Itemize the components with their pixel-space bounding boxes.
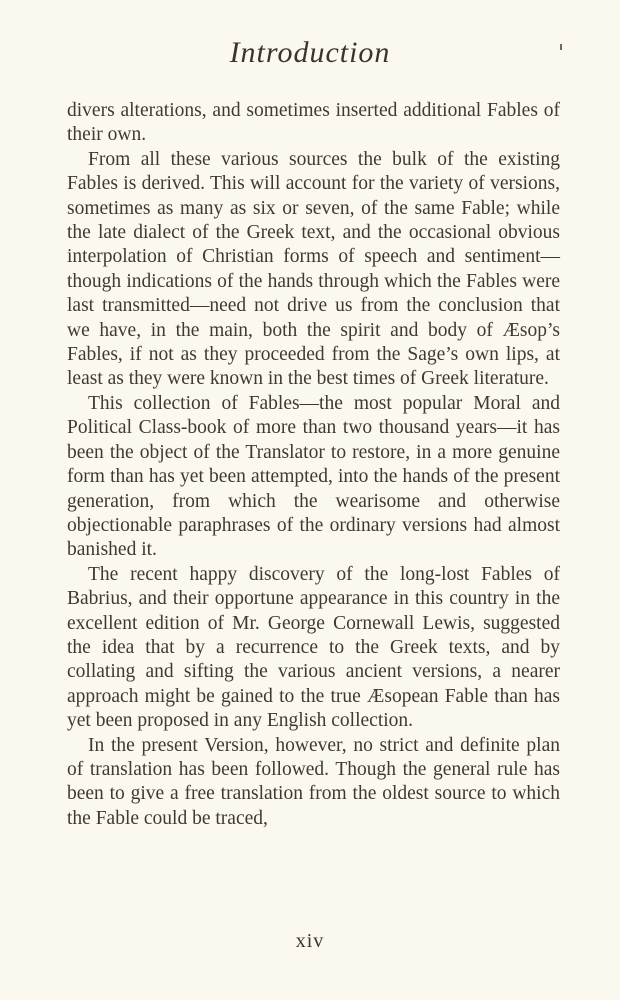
paragraph-continuation: divers alterations, and sometimes inserted additional Fables of their own. [67, 100, 560, 146]
page-speck-mark [560, 44, 562, 50]
body-text [67, 99, 560, 831]
page-number: xiv [295, 930, 325, 952]
paragraph-babrius: The recent happy discovery of the long-lost Fables of Babrius, and their opportune appearance in this country in the excellent edition of Mr. George Cornewall Lewis, suggested the idea that by a recurrence to the Greek texts, and by collating and sifting the various ancient versions, a nearer approach might be gained to the true Æsopean Fable than has yet been proposed in any English collection. [67, 563, 560, 732]
paragraph-collection: This collection of Fables—the most popular Moral and Political Class-book of more than two thousand years—it has been the object of the Translator to restore, in a more genuine form than has yet been attempted, into the hands of the present generation, from which the wearisome and otherwise objectionable paraphrases of the ordinary versions had almost banished it. [67, 392, 560, 561]
running-head: Introduction [229, 36, 391, 69]
paragraph-version: In the present Version, however, no strict and definite plan of translation has been followed. Though the general rule has been to give a free translation from the oldest source to which the Fable could be traced, [67, 734, 560, 829]
paragraph-sources: From all these various sources the bulk of the existing Fables is derived. This will account for the variety of versions, sometimes as many as six or seven, of the same Fable; while the late dialect of the Greek text, and the occasional obvious interpolation of Christian forms of speech and sentiment—though indications of the hands through which the Fables were last transmitted—need not drive us from the conclusion that we have, in the main, both the spirit and body of Æsop’s Fables, if not as they proceeded from the Sage’s own lips, at least as they were known in the best times of Greek literature. [67, 148, 560, 390]
